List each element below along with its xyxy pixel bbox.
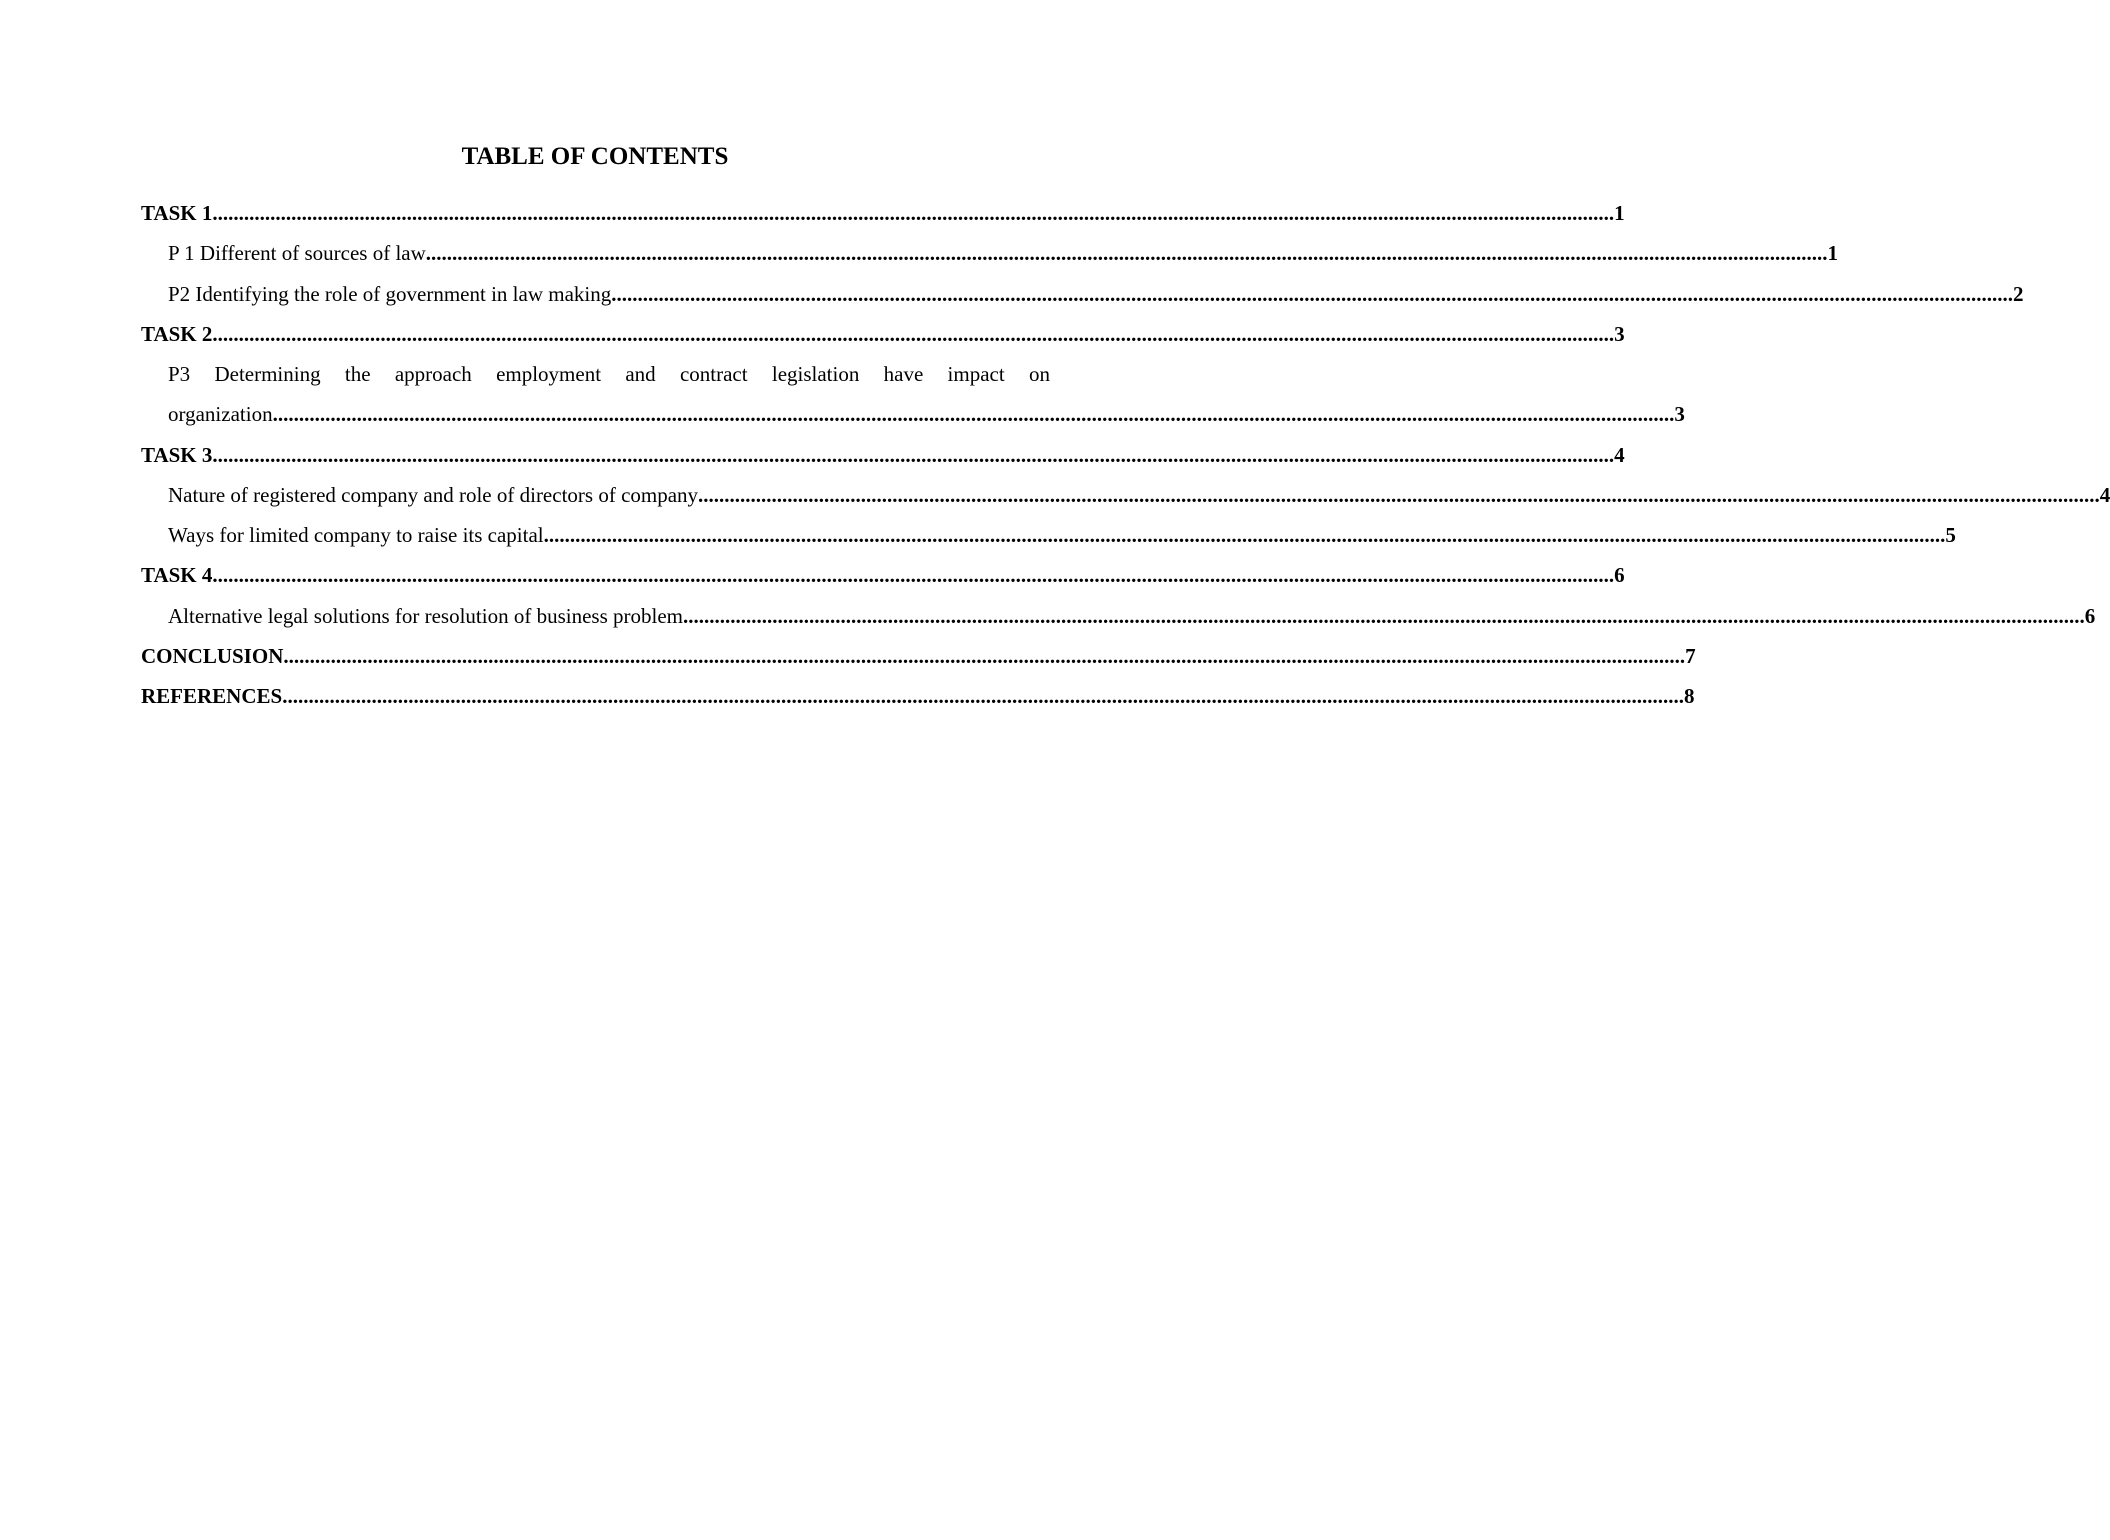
toc-page-number: 4 <box>2099 483 2110 507</box>
toc-page-number: 7 <box>1685 644 1696 668</box>
toc-entry-label: TASK 1 <box>141 201 213 225</box>
toc-page-number: 3 <box>1674 402 1685 426</box>
toc-page-number: 8 <box>1683 684 1695 708</box>
toc-page-number: 3 <box>1614 322 1625 346</box>
toc-entry-task-3[interactable] <box>141 440 1625 470</box>
toc-dot-leader: ........................................................................................................................................................................................................................................................................... <box>543 523 1946 547</box>
toc-entry-p3[interactable] <box>168 399 1685 429</box>
toc-page-number: 1 <box>1827 241 1839 265</box>
toc-entry-raise-capital[interactable] <box>168 520 1956 550</box>
toc-page-number: 1 <box>1614 201 1625 225</box>
toc-entry-label: CONCLUSION <box>141 644 284 668</box>
toc-dot-leader: ........................................................................................................................................................................................................................................................................... <box>212 563 1615 587</box>
toc-entry-alternative-legal[interactable] <box>168 601 2096 631</box>
toc-dot-leader: ........................................................................................................................................................................................................................................................................... <box>698 483 2100 507</box>
toc-dot-leader: ........................................................................................................................................................................................................................................................................... <box>611 282 2013 306</box>
toc-page-number: 6 <box>2084 604 2096 628</box>
toc-dot-leader: ........................................................................................................................................................................................................................................................................... <box>212 322 1615 346</box>
toc-dot-leader: ........................................................................................................................................................................................................................................................................... <box>683 604 2085 628</box>
toc-entry-p3-line1[interactable]: P3 Determining the approach employment and contract legislation have impact on <box>168 362 1050 386</box>
toc-entry-label: TASK 2 <box>141 322 213 346</box>
toc-entry-registered-company[interactable] <box>168 480 2110 510</box>
toc-entry-label: TASK 3 <box>141 443 213 467</box>
toc-entry-label: Alternative legal solutions for resolution of business problem <box>168 604 683 628</box>
toc-dot-leader: ........................................................................................................................................................................................................................................................................... <box>272 402 1675 426</box>
toc-entry-label: Nature of registered company and role of directors of company <box>168 483 699 507</box>
toc-page-number: 6 <box>1614 563 1625 587</box>
toc-dot-leader: ........................................................................................................................................................................................................................................................................... <box>212 201 1615 225</box>
toc-page-number: 4 <box>1614 443 1625 467</box>
toc-entry-references[interactable] <box>141 681 1695 711</box>
toc-entry-conclusion[interactable] <box>141 641 1696 671</box>
toc-entry-p2[interactable] <box>168 279 2024 309</box>
toc-entry-label: TASK 4 <box>141 563 213 587</box>
toc-entry-label: P 1 Different of sources of law <box>168 241 426 265</box>
toc-entry-label: REFERENCES <box>141 684 283 708</box>
toc-dot-leader: ........................................................................................................................................................................................................................................................................... <box>425 241 1828 265</box>
toc-page-number: 5 <box>1945 523 1956 547</box>
toc-entry-label: P2 Identifying the role of government in law making <box>168 282 612 306</box>
toc-dot-leader: ........................................................................................................................................................................................................................................................................... <box>212 443 1615 467</box>
toc-entry-p1[interactable] <box>168 238 1839 268</box>
toc-entry-task-2[interactable] <box>141 319 1625 349</box>
toc-page-number: 2 <box>2013 282 2024 306</box>
toc-dot-leader: ........................................................................................................................................................................................................................................................................... <box>282 684 1684 708</box>
toc-entry-label: Ways for limited company to raise its capital <box>168 523 544 547</box>
toc-entry-task-4[interactable] <box>141 560 1625 590</box>
toc-entry-task-1[interactable] <box>141 198 1625 228</box>
toc-dot-leader: ........................................................................................................................................................................................................................................................................... <box>283 644 1686 668</box>
toc-entry-label: organization <box>168 402 273 426</box>
toc-title: TABLE OF CONTENTS <box>461 143 729 170</box>
